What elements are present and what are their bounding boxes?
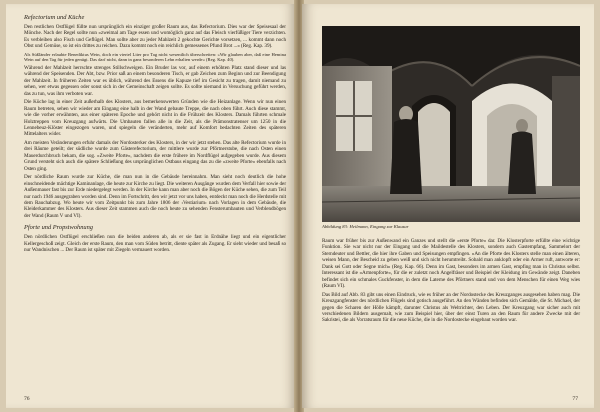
paragraph: Am meisten Veränderungen erfuhr damals der Nordosterker des Klosters, in der wir jetzt stehen. Das alte Refectorium wurde in drei Räume geteilt; der südliche wurde zum Gästerefectorium, der mittlere wurde zur Pförtnerstube, die nach Osten einen Mauerdurchbruch bekam, die sog. »Zweite Pforte«, nachdem die erste frühere im Nordflügel aufgegeben wurde. Aus diesem Grund versteht sich auch die spätere Schließung des ursprünglichen Ostbaus eingang das zu die »zweite Pforte« ebenfalls nach Osten ging. [24, 139, 286, 172]
page-number-right: 77 [572, 396, 578, 402]
section-heading-pforte: Pforte und Propstwohnung [24, 224, 93, 232]
page-number-left: 76 [24, 396, 30, 402]
left-text-column [24, 14, 286, 254]
right-text-column [322, 238, 580, 324]
photo-caption: Abbildung 83: Heilmann, Eingang zur Klausur [322, 224, 409, 229]
paragraph: Während der Mahlzeit herrschte strenges Stillschweigen. Ein Bruder las vor, auf einem erhöhten Platz stand dieser und las während der Speisenden. Der Abt, bzw. Prior saß an einem besonderen Tisch, er gab Zeichen zum Beginn und zur Beendigung der Mahlzeit. In früheren Zeiten war es üblich, während des Essens die Kapuze tief im Gesicht zu tragen, damit niemand zu sehen, wer etwas gegessen oder sonst sich in der Gemeinschaft zeigen sollte. Es sollte niemand in Versuchung geführt werden, das zu tun, was ihm verboten war. [24, 64, 286, 97]
paragraph-small: Als Süßländer erlaubte Benediktus Wein, doch ein viertel Liter pro Tag nicht wesentlich überschreiten: »Wir glauben aber, daß eine Hemina Wein auf den Tag für jeden genügt. Das darf nicht, dann in ganz besonderen Lehn erhalten werde« (Reg. Kap. 40). [24, 51, 286, 63]
paragraph: Den nördlichen Ostflügel erschließen nun die beiden anderen ab, als er sie fast in Erdnähe liegt und ein eigentlicher Kellergeschoß zeigt. Gleich der erste Raum, den man vom Süden betritt, diente später als Zugang. Er sieht wieder und besaß so nur Wandnischen ... Der Raum ist später mit Ziegeln vermauert worden. [24, 234, 286, 254]
cloister-photo-illustration [322, 26, 580, 222]
cloister-photo [322, 26, 580, 222]
paragraph: Der nördliche Raum wurde zur Küche, die man nun in die Gebäude hereinnahm. Man sieht noch deutlich die hohe einschneidende mächtige Kaminanlage, die heute zur Kirche zu liegt. Die weiteren Ausgänge wurden dem Verfall hier sowie der Außenmauer fast bis zur Erde niedergelegt werden. In der Kirche kann man aber noch die Bögen der Küche sehen, die zum Teil nur nach 1946 ausgegraben worden sind. Denn im Fortschritt, den wir jetzt vor uns haben, entdeckt man noch die Herdstelle mit dem Rauchabzug. Wo heute wir vom Zeitpunkt bis zum Jahre 1806 der ›Vestiarium‹ nach Vorlagen in dem Gebäude, die Kleiderkammer des Klosters. Aus dieser Zeit stammen auch die noch heute zu sehenden Fensterumbauten und Verblendbögen der Wand (Raum V und VI). [24, 174, 286, 219]
paragraph: Den restlichen Ostflügel füllte nun ursprünglich ein einziger großer Raum aus, das Refectorium. Dies war der Speisesaal der Mönche. Nach der Regel sollte nun »zweimal am Tage essen und womöglich ganz auf das Fleisch vierfüßiger Tiere verzichten. Es verbleiben also Fisch und Geflügel. Man sollte aber zu jeder Mahlzeit 2 gekochte Gerichte vorsetzen, ... kommt dann noch Obst und Gemüse, so ist ein drittes zu reichen. Dazu kommt noch ein reichlich gemessenes Pfund Brot ...« (Reg. Kap. 39). [24, 24, 286, 50]
section-heading-refectorium: Refectorium und Küche [24, 14, 85, 21]
left-page [6, 4, 296, 408]
right-page [302, 4, 594, 408]
paragraph: Raum war früher bis zur Außenwand ein Ganzes und stellt die »erste Pforte« dar. Die Klosterpforte erfüllte eine wichtige Funktion. Sie war nicht nur der Eingang und die Maildestelle des Klosters, sondern auch Gastempfang, Sammelort der Sterndeuter und Bettler, die hier ihre Gaben und Speisungen empfingen. »An die Pforte des Klosters stelle man einen älteren, weisen Mann, der Bescheid zu geben weiß und sich nicht herumtreibt. Sobald man anklopft oder ein Armer ruft, antworte er: Dank sei Gott oder Segne mich« (Reg. Kap. 66). Denn im Gast, besonders im armen Gast, empfing man in Christus selbst. Interessant ist die »Armenpforte«, für die er zuletzt noch Angelfräser und Beispiel der Kleidung im Gewände zeigt. Daneben befindet sich ein schmales Guckfenster, in dem die Laterne des Pförtners stand und von dem Menschen für einen Weg wies (Raum VI). [322, 238, 580, 290]
paragraph: Die Küche lag in einer Zeit außerhalb des Klosters, aus bemerkenswerten Gründen wie die Heizanlage. Wenn wir nun einen Raum betreten, sehen wir wieder am Eingang eine halb in der Wand gebaute Treppe, die nach oben führt. Auch diese stammt, wie die vorher erwähnten, aus einer späteren Epoche und gehört nicht in die Frühzeit des Klosters. Damals führten schmale Holztreppen vom Kreuzgang aufwärts. Die Umbauten fallen alle in die Zeit, als die Prämonstratenser um 1250 in die Lennebeuz-Klöster eingezogen waren, und spiegeln die veränderten, mehr auf Komfort bedachten Zeiten des späteren Mittelalters wider. [24, 99, 286, 138]
paragraph: Das Bild auf Abb. 83 gibt uns einen Eindruck, wie es früher an der Nordostecke des Kreuzganges ausgesehen haben mag. Die Kreuzgangfenster des nördlichen Flügels sind gotisch ausgeführt. An den Wänden befinden sich Gemälde, die St. Michael, der gegen die Scharen der Hölle kämpft, darunter Christus als Weltrichter, den Leben. Der Kreuzgang war sicher auch mit verschiedenen Bildern ausgemalt, wie zum Beispiel hier, über der einst Turen an den Raum für andere Zwecke mit der Sakristei, die als Vorratsraum für die neue Küche, die in die Nordostecke eingebaut worden war. [322, 291, 580, 324]
